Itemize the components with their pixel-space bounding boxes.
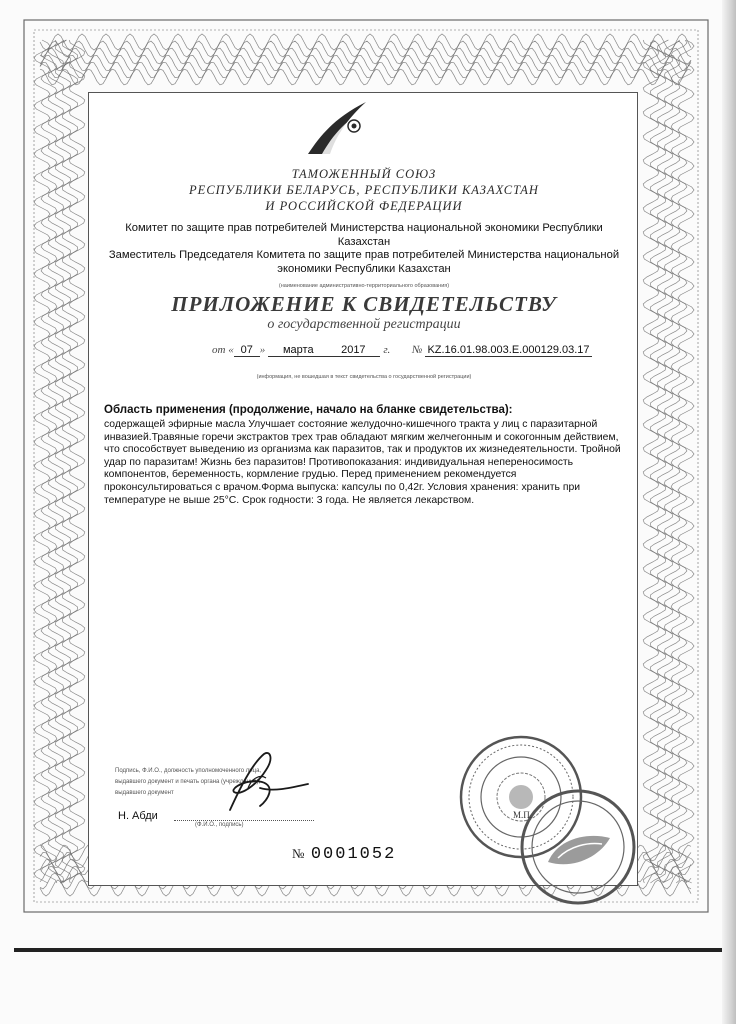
document-title: ПРИЛОЖЕНИЕ К СВИДЕТЕЛЬСТВУ xyxy=(171,292,557,316)
date-year: 2017 xyxy=(341,344,366,356)
seal-label: М.П. xyxy=(513,810,533,820)
signature-caption-line: Подпись, Ф.И.О., должность уполномоченного лица, xyxy=(115,768,262,774)
signer-name: Н. Абди xyxy=(118,810,158,822)
signature-caption-line: выдавшего документ и печать органа (учреждения), xyxy=(115,779,261,785)
bottom-rule xyxy=(14,948,722,952)
scope-text: содержащей эфирные масла Улучшает состояние желудочно-кишечного тракта у лиц с паразитарной инвазией.Травяные горечи экстрактов трех трав обладают мягким желчегонным и сокогонным действием, что способствует выведению из организма как паразитов, так и продуктов их жизнедеятельности. Тройной удар по паразитам! Жизнь без паразитов! Противопоказания: индивидуальная непереносимость компонентов, беременность, кормление грудью. Перед применением рекомендуется проконсультироваться с врачом.Форма выпуска: капсулы по 0,42г. Условия хранения: хранить при температуре не выше 25°С. Срок годности: 3 года. Не является лекарством. xyxy=(104,419,621,506)
scope-heading: Область применения (продолжение, начало на бланке свидетельства): xyxy=(104,404,513,416)
authority-caption: (наименование административно-территориального образования) xyxy=(278,283,450,289)
union-title-line: РЕСПУБЛИКИ БЕЛАРУСЬ, РЕСПУБЛИКИ КАЗАХСТАН xyxy=(189,183,539,197)
committee-line: экономики Республики Казахстан xyxy=(277,262,451,275)
committee-line: Заместитель Председателя Комитета по защите прав потребителей Министерства национальной xyxy=(108,249,620,261)
customs-union-emblem xyxy=(300,96,380,158)
number-label: № xyxy=(412,344,423,356)
registration-date xyxy=(212,344,390,357)
committee-name xyxy=(90,222,638,276)
date-month: марта xyxy=(282,344,314,356)
registration-number xyxy=(412,344,592,357)
date-from-label: от « xyxy=(212,344,234,356)
serial-value: 0001052 xyxy=(310,845,397,864)
company-stamp xyxy=(518,782,638,912)
date-month-year xyxy=(268,344,380,357)
union-title-line: ТАМОЖЕННЫЙ СОЮЗ xyxy=(291,167,437,181)
fio-caption: (Ф.И.О., подпись) xyxy=(195,822,244,828)
signature-caption-line: выдавшего документ xyxy=(115,790,174,796)
union-title xyxy=(90,166,638,214)
committee-line: Комитет по защите прав потребителей Министерства национальной экономики Республики xyxy=(125,222,603,234)
document-subtitle: о государственной регистрации xyxy=(267,317,461,332)
committee-line: Казахстан xyxy=(337,235,391,248)
date-day: 07 xyxy=(234,344,260,357)
serial-symbol: № xyxy=(292,846,306,861)
fio-line xyxy=(174,820,314,821)
date-day-close: » xyxy=(259,344,266,356)
info-caption: (информация, не вошедшая в текст свидетельства о государственной регистрации) xyxy=(256,374,472,380)
union-title-line: И РОССИЙСКОЙ ФЕДЕРАЦИИ xyxy=(265,199,463,213)
scan-edge xyxy=(722,0,736,1024)
handwritten-signature xyxy=(190,748,320,818)
number-value: KZ.16.01.98.003.Е.000129.03.17 xyxy=(427,344,590,356)
date-year-suffix: г. xyxy=(383,344,391,356)
serial-number xyxy=(292,845,396,864)
